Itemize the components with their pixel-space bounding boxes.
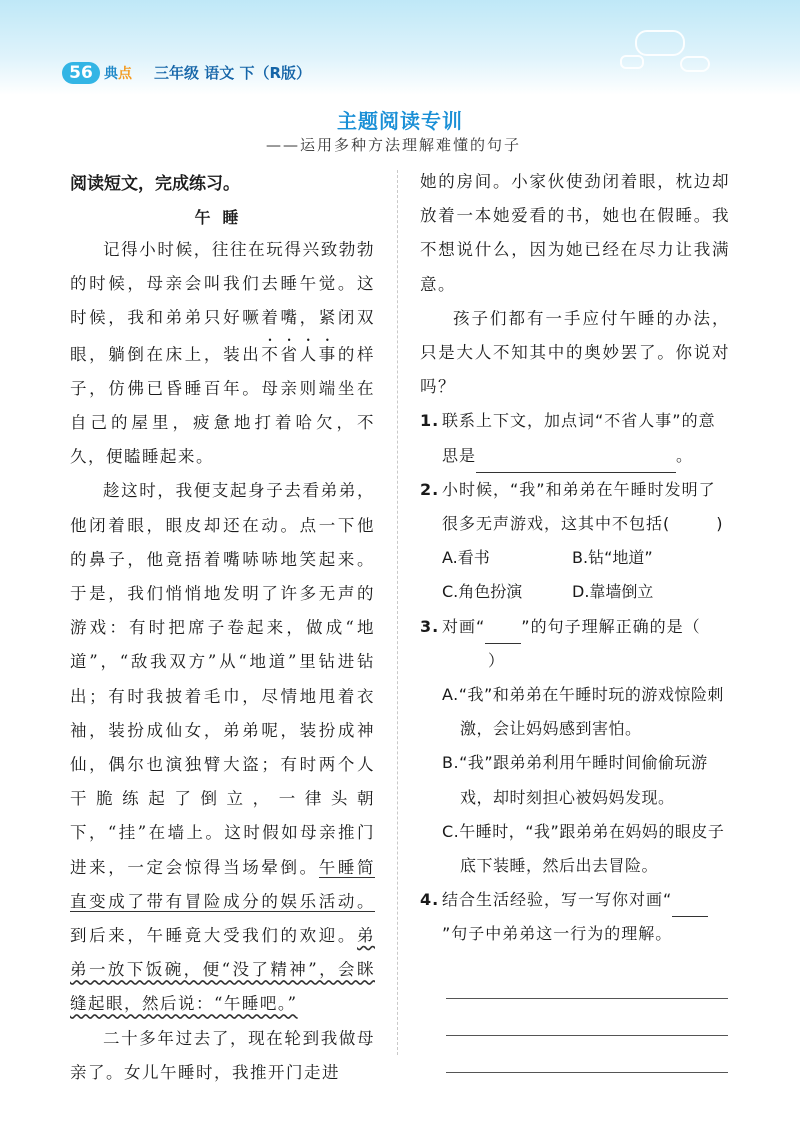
option-c[interactable]: C.角色扮演	[442, 582, 523, 602]
question-1: 1. 联系上下文，加点词“不省人事”的意思是 。	[420, 404, 730, 472]
story-title: 午睡	[194, 208, 251, 227]
question-4: 4. 结合生活经验，写一写你对画“”句子中弟弟这一行为的理解。	[420, 883, 730, 951]
answer-line[interactable]	[446, 999, 728, 1036]
grade-subject-label: 三年级 语文 下（R版）	[154, 64, 311, 82]
wavy-underlined-sentence: 弟弟一放下饭碗，便“没了精神”，会眯缝起眼，然后说：“午睡吧。”	[70, 926, 375, 1014]
question-3-option-c[interactable]: C.午睡时，“我”跟弟弟在妈妈的眼皮子底下装睡，然后出去冒险。	[442, 821, 725, 876]
question-2-options-row-2	[420, 575, 730, 609]
question-2: 2. 小时候，“我”和弟弟在午睡时发明了很多无声游戏，这其中不包括( )	[420, 479, 724, 534]
option-d[interactable]: D.靠墙倒立	[572, 582, 654, 602]
option-a[interactable]: A.看书	[442, 548, 490, 568]
answer-lines	[420, 962, 730, 1073]
line-sample	[485, 625, 521, 644]
question-3-option-b[interactable]: B.“我”跟弟弟利用午睡时间偷偷玩游戏，却时刻担心被妈妈发现。	[442, 753, 708, 807]
cloud-decoration	[620, 55, 644, 69]
answer-blank[interactable]	[476, 452, 676, 473]
cloud-decoration	[680, 56, 710, 72]
story-paragraph-4: 孩子们都有一手应付午睡的办法，只是大人不知其中的奥妙罢了。你说对吗？	[420, 308, 730, 397]
underlined-sentence: 午睡简直变成了带有冒险成分的娱乐活动。	[70, 857, 376, 911]
cloud-decoration	[635, 30, 685, 56]
page-title: 主题阅读专训	[337, 109, 463, 133]
answer-line[interactable]	[446, 1036, 728, 1073]
story-paragraph-1: 记得小时候，往往在玩得兴致勃勃的时候，母亲会叫我们去睡午觉。这时候，我和弟弟只好噘着嘴，紧闭双眼，躺倒在床上，装出不省人事的样子，仿佛已昏睡百年。母亲则端坐在自己的屋里，疲惫地打着哈欠，不久，便瞌睡起来。	[70, 240, 376, 467]
left-column	[70, 165, 375, 1090]
answer-line[interactable]	[446, 962, 728, 999]
wavy-line-sample	[672, 898, 708, 917]
question-3-option-a[interactable]: A.“我”和弟弟在午睡时玩的游戏惊险刺激，会让妈妈感到害怕。	[442, 685, 724, 739]
option-b[interactable]: B.钻“地道”	[572, 548, 653, 568]
dotted-word: 不省人事	[261, 344, 338, 364]
page-header	[0, 0, 800, 95]
page-subtitle: ——运用多种方法理解难懂的句子	[266, 136, 522, 154]
story-paragraph-2: 趁这时，我便支起身子去看弟弟，他闭着眼，眼皮却还在动。点一下他的鼻子，他竟捂着嘴哧哧地笑起来。于是，我们悄悄地发明了许多无声的游戏：有时把席子卷起来，做成“地道”，“敌我双方”从“地道”里钻进钻出；有时我披着毛巾，尽情地甩着衣袖，装扮成仙女，弟弟呢，装扮成神仙，偶尔也演独臂大盗；有时两个人干脆练起了倒立，一律头朝下，“挂”在墙上。这时假如母亲推门进来，一定会惊得当场晕倒。午睡简直变成了带有冒险成分的娱乐活动。到后来，午睡竟大受我们的欢迎。弟弟一放下饭碗，便“没了精神”，会眯缝起眼，然后说：“午睡吧。”	[70, 481, 376, 1014]
question-2-options-row-1	[420, 541, 730, 575]
column-divider	[397, 170, 398, 1055]
right-column	[420, 165, 730, 1073]
instruction: 阅读短文，完成练习。	[70, 174, 240, 194]
brand-logo: 典点	[104, 66, 132, 82]
story-paragraph-3: 二十多年过去了，现在轮到我做母亲了。女儿午睡时，我推开门走进	[70, 1028, 375, 1082]
story-paragraph-3-continued: 她的房间。小家伙使劲闭着眼，枕边却放着一本她爱看的书，她也在假睡。我不想说什么，因为她已经在尽力让我满意。	[420, 172, 730, 294]
question-3: 3. 对画“ ”的句子理解正确的是（）	[420, 616, 701, 670]
page-number-badge: 56	[62, 62, 100, 84]
